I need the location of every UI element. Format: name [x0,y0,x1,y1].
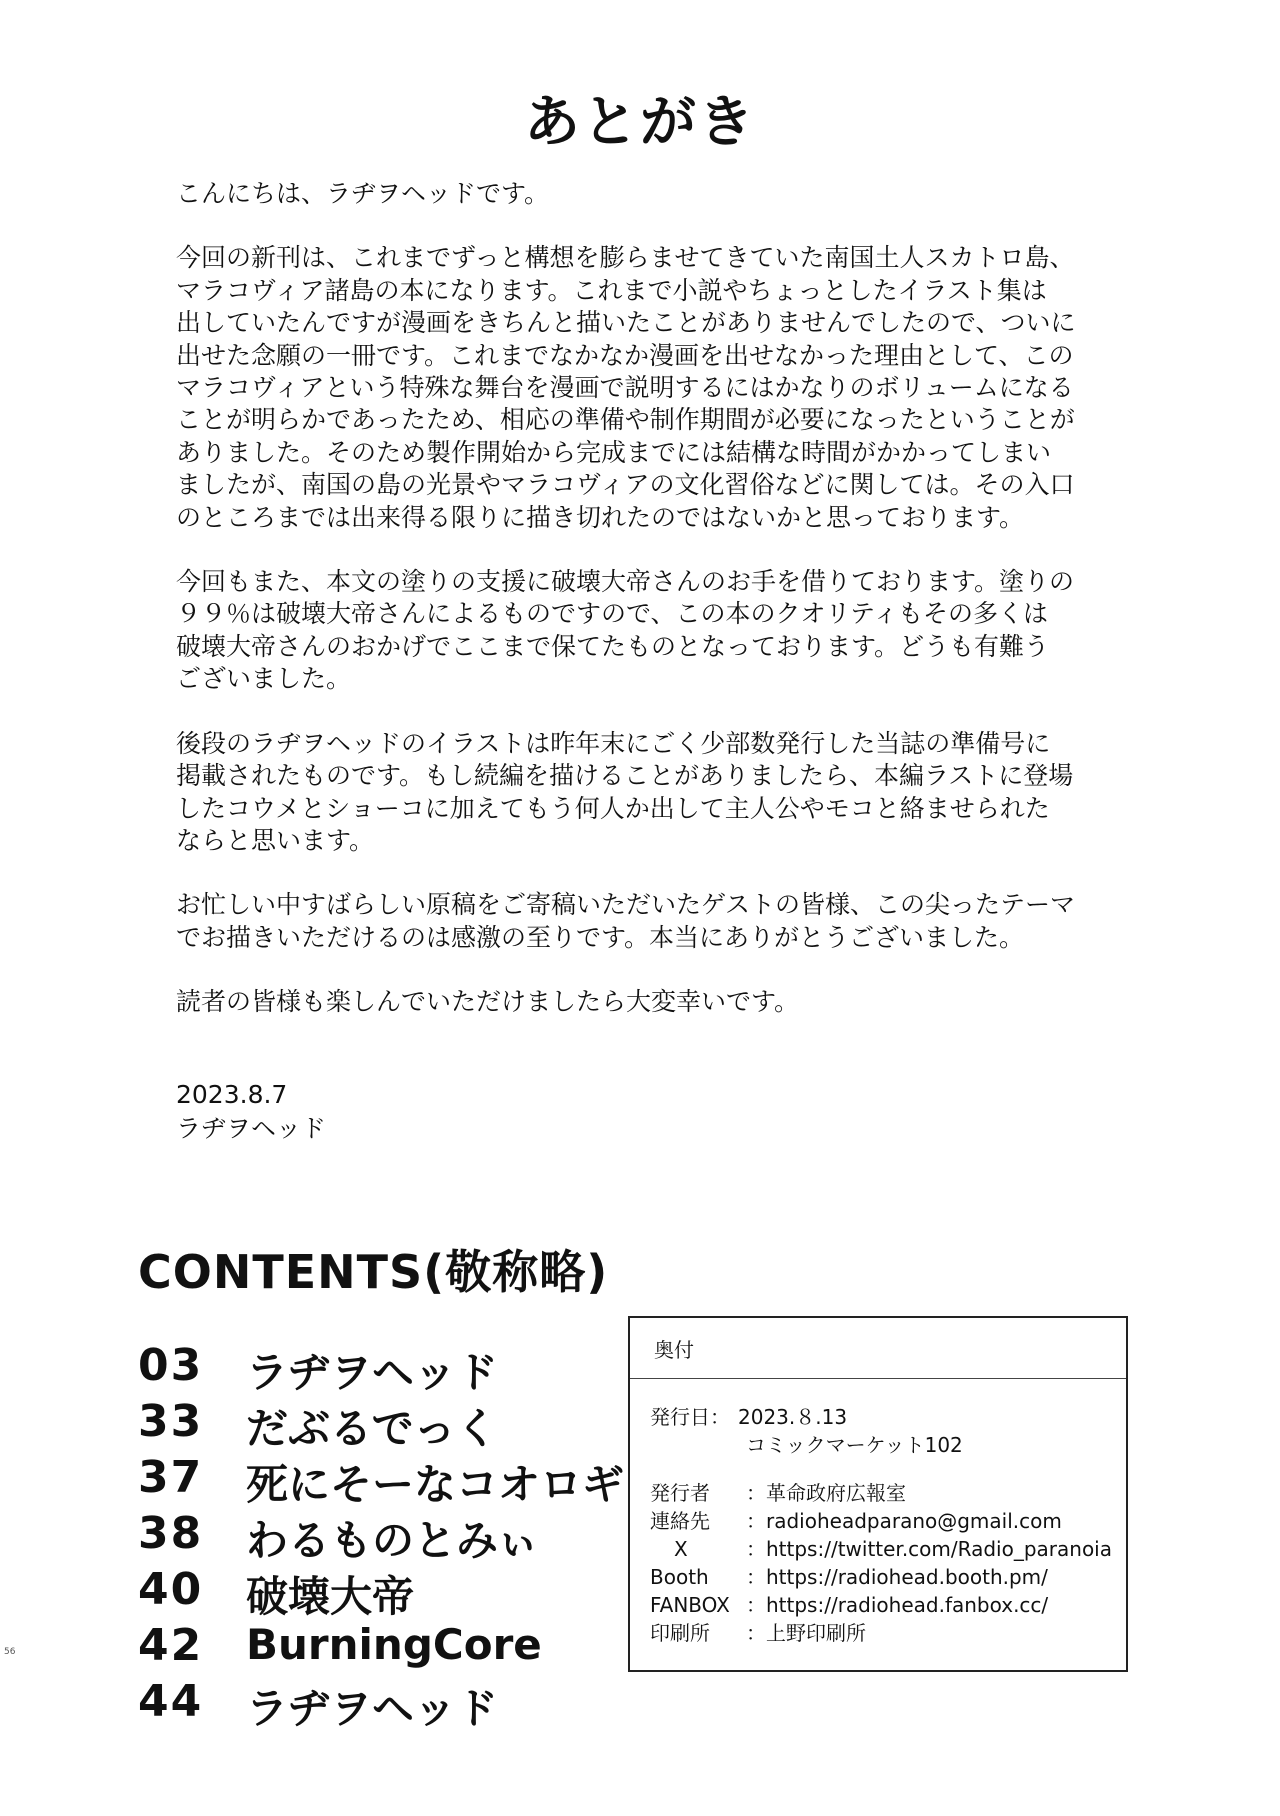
text-line: 読者の皆様も楽しんでいただけましたら大変幸いです。 [176,987,800,1017]
colophon-row [650,1592,1049,1618]
contents-title: CONTENTS(敬称略) [138,1245,609,1299]
contents-page-number: 33 [138,1396,204,1447]
text-line: ございました。 [176,664,352,694]
text-line: ことが明らかであったため、相応の準備や制作期間が必要になったということが [176,405,1075,435]
signature [176,1078,326,1146]
paragraph [176,242,1136,534]
contents-page-number: 03 [138,1340,204,1391]
paragraph [176,178,1136,210]
colophon-issue-date: 2023.８.13 [738,1405,848,1429]
text-line: 出せた念願の一冊です。これまでなかなか漫画を出せなかった理由として、この [176,340,1074,370]
colophon-label: Booth [650,1565,709,1589]
text-line: 後段のラヂヲヘッドのイラストは昨年末にごく少部数発行した当誌の準備号に [176,728,1051,758]
colophon-label: X [674,1537,688,1561]
text-line: マラコヴィアという特殊な舞台を漫画で説明するにはかなりのボリュームになる [176,373,1074,403]
colophon-heading: 奥付 [654,1338,694,1362]
text-line: 今回の新刊は、これまでずっと構想を膨らませてきていた南国土人スカトロ島、 [176,243,1075,273]
text-line: 今回もまた、本文の塗りの支援に破壊大帝さんのお手を借りております。塗りの [176,567,1075,597]
colophon-value: ：革命政府広報室 [746,1481,906,1505]
colophon-value: ：radioheadparano@gmail.com [746,1509,1062,1533]
colophon-event: コミックマーケット102 [746,1433,963,1457]
colophon-issue-row [650,1404,848,1430]
signature-author: ラヂヲヘッド [176,1114,327,1143]
colophon-value: ：https://twitter.com/Radio_paranoia [746,1537,1112,1561]
colophon-row [650,1536,1112,1562]
colophon-value: ：上野印刷所 [746,1621,866,1645]
text-line: ましたが、南国の島の光景やマラコヴィアの文化習俗などに関しては。その入口 [176,470,1075,500]
contents-author: 破壊大帝 [246,1572,415,1621]
contents-page-number: 38 [138,1508,204,1559]
text-line: 出していたんですが漫画をきちんと描いたことがありませんでしたので、ついに [176,308,1076,338]
text-line: ならと思います。 [176,825,375,855]
contents-page-number: 40 [138,1564,204,1615]
contents-author: ラヂヲヘッド [246,1348,499,1397]
text-line: ありました。そのため製作開始から完成までには結構な時間がかかってしまい [176,437,1052,467]
page-title: あとがき [524,90,756,155]
paragraph [176,566,1136,696]
colophon-value: ：https://radiohead.booth.pm/ [746,1565,1048,1589]
text-line: マラコヴィア諸島の本になります。これまで小説やちょっとしたイラスト集は [176,275,1047,305]
colophon-row [650,1564,1048,1590]
contents-page-number: 44 [138,1676,204,1727]
text-line: お忙しい中すばらしい原稿をご寄稿いただいたゲストの皆様、この尖ったテーマ [176,890,1076,920]
colophon-label: 発行者 [650,1481,710,1505]
colophon-value: ：https://radiohead.fanbox.cc/ [746,1593,1049,1617]
contents-page-number: 37 [138,1452,204,1503]
colophon-divider [630,1378,1126,1379]
text-line: ９９％は破壊大帝さんによるものですので、この本のクオリティもその多くは [176,599,1049,629]
paragraph [176,986,1136,1018]
text-line: 掲載されたものです。もし続編を描けることがありましたら、本編ラストに登場 [176,761,1074,791]
contents-author: ラヂヲヘッド [246,1684,499,1733]
signature-date: 2023.8.7 [176,1080,288,1109]
contents-author: わるものとみぃ [246,1516,539,1565]
text-line: こんにちは、ラヂヲヘッドです。 [176,179,550,208]
contents-author: だぶるでっく [246,1404,498,1453]
text-line: 破壊大帝さんのおかげでここまで保てたものとなっております。どうも有難う [176,631,1050,661]
colophon-row [650,1508,1062,1534]
colophon-label: FANBOX [650,1593,730,1617]
colophon-label: 印刷所 [650,1621,710,1645]
contents-page-number: 42 [138,1620,204,1671]
colophon-row [650,1480,906,1506]
text-line: でお描きいただけるのは感激の至りです。本当にありがとうございました。 [176,922,1025,952]
contents-author: BurningCore [246,1620,542,1669]
colophon-row [650,1620,866,1646]
text-line: したコウメとショーコに加えてもう何人か出して主人公やモコと絡ませられた [176,793,1050,823]
colophon-label: 連絡先 [650,1509,710,1533]
paragraph [176,889,1136,954]
colophon-box [628,1316,1128,1672]
page-number: 56 [4,1647,16,1657]
text-line: のところまでは出来得る限りに描き切れたのではないかと思っております。 [176,502,1025,532]
contents-author: 死にそーなコオロギ [246,1460,625,1509]
afterword-body [176,178,1136,1051]
colophon-issue-label: 発行日： [650,1405,730,1429]
paragraph [176,728,1136,858]
